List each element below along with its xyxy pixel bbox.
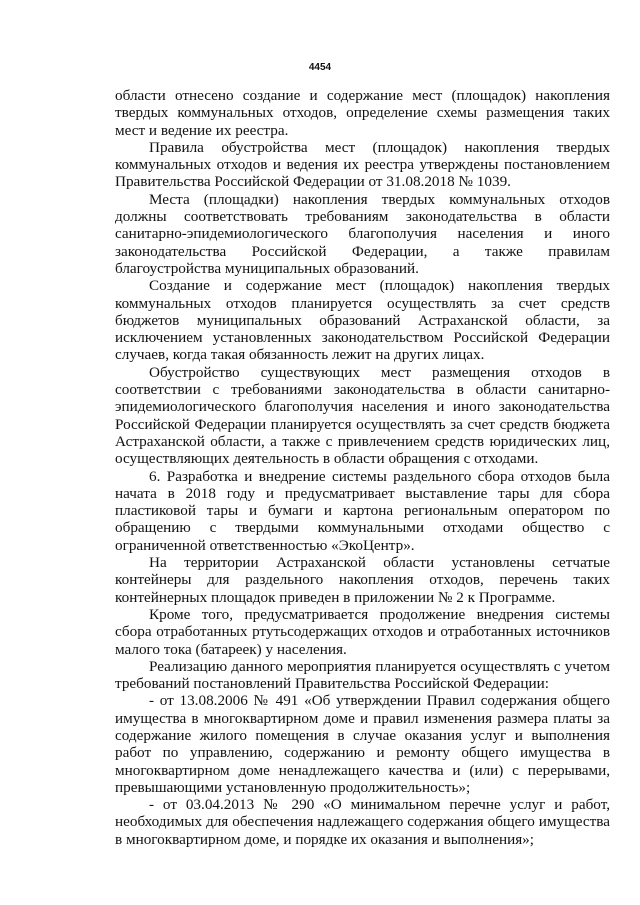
paragraph-5: Обустройство существующих мест размещения отходов в соответствии с требованиями законодательства в области санитарно-эпидемиологического благополучия населения и иного законодательства Российской Федерации планируется осуществлять за счет средств бюджета Астраханской области, а также с привлечением средств юридических лиц, осуществляющих деятельность в области обращения с отходами. [115, 363, 610, 468]
paragraph-1: области отнесено создание и содержание мест (площадок) накопления твердых коммунальных отходов, определение схемы размещения таких мест и ведение их реестра. [115, 87, 610, 139]
paragraph-9: Реализацию данного мероприятия планируется осуществлять с учетом требований постановлений Правительства Российской Федерации: [115, 657, 610, 693]
document-body [115, 87, 610, 848]
paragraph-8: Кроме того, предусматривается продолжение внедрения системы сбора отработанных ртутьсодержащих отходов и отработанных источников малого тока (батареек) у населения. [115, 605, 610, 658]
paragraph-2: Правила обустройства мест (площадок) накопления твердых коммунальных отходов и ведения их реестра утверждены постановлением Правительства Российской Федерации от 31.08.2018 № 1039. [115, 138, 610, 191]
page-number: 4454 [308, 62, 332, 73]
paragraph-4: Создание и содержание мест (площадок) накопления твердых коммунальных отходов планируется осуществлять за счет средств бюджетов муниципальных образований Астраханской области, за исключением установленных законодательством Российской Федерации случаев, когда такая обязанность лежит на других лицах. [115, 277, 610, 364]
paragraph-6: 6. Разработка и внедрение системы раздельного сбора отходов была начата в 2018 году и предусматривает выставление тары для сбора пластиковой тары и бумаги и картона региональным оператором по обращению с твердыми коммунальными отходами общество с ограниченной ответственностью «ЭкоЦентр». [115, 467, 610, 554]
paragraph-10: - от 13.08.2006 № 491 «Об утверждении Правил содержания общего имущества в многоквартирном доме и правил изменения размера платы за содержание жилого помещения в случае оказания услуг и выполнения работ по управлению, содержанию и ремонту общего имущества в многоквартирном доме ненадлежащего качества и (или) с перерывами, превышающими установленную продолжительность»; [115, 692, 610, 796]
paragraph-7: На территории Астраханской области установлены сетчатые контейнеры для раздельного накопления отходов, перечень таких контейнерных площадок приведен в приложении № 2 к Программе. [115, 554, 610, 606]
paragraph-3: Места (площадки) накопления твердых коммунальных отходов должны соответствовать требованиям законодательства в области санитарно-эпидемиологического благополучия населения и иного законодательства Российской Федерации, а также правилам благоустройства муниципальных образований. [115, 190, 610, 277]
paragraph-11: - от 03.04.2013 № 290 «О минимальном перечне услуг и работ, необходимых для обеспечения надлежащего содержания общего имущества в многоквартирном доме, и порядке их оказания и выполнения»; [115, 796, 610, 848]
